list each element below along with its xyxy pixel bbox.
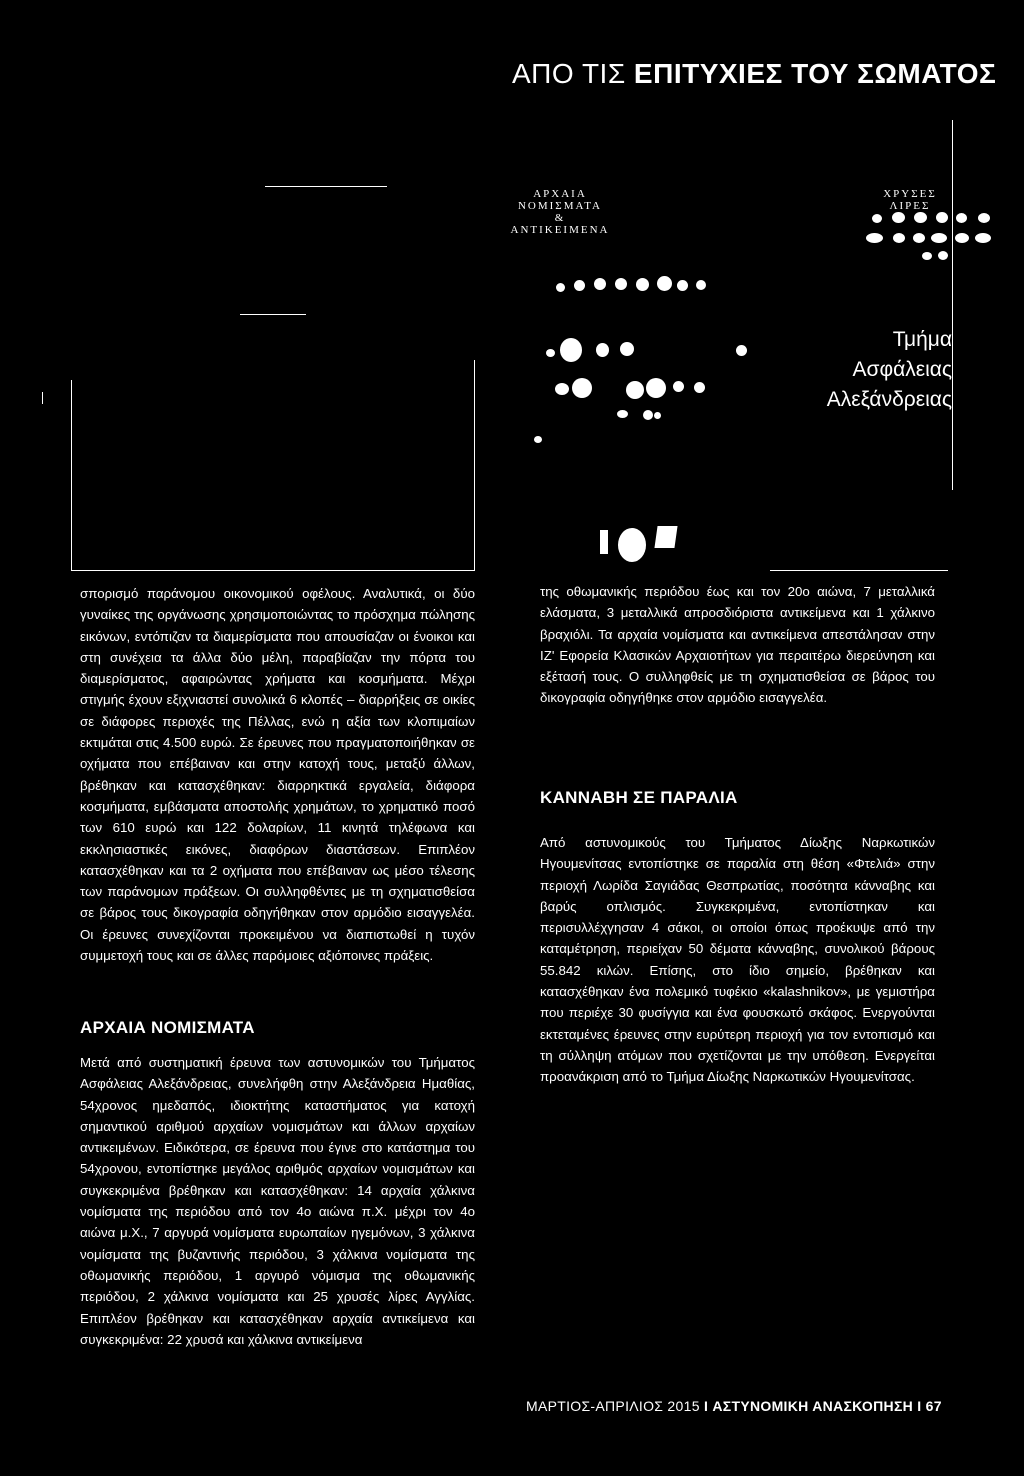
caption-line: Ασφάλειας xyxy=(852,358,952,381)
gold-coin xyxy=(922,252,932,260)
gold-label-line: ΧΡΥΣΕΣ xyxy=(883,188,937,200)
coins-label-line: ΝΟΜΙΣΜΑΤΑ xyxy=(517,200,603,212)
coins-label xyxy=(490,188,630,236)
coins-label-line: ΑΝΤΙΚΕΙΜΕΝΑ xyxy=(510,224,610,236)
article-paragraph: σπορισμό παράνομου οικονομικού οφέλους. Αναλυτικά, οι δύο γυναίκες της οργάνωσης χρησιμοποιώντας το πρόσχημα πώλησης εικόνων, εντόπιζαν τα διαμερίσματα που απουσίαζαν οι ένοικοι και στη συνέχεια τα άλλα δύο μέλη, παραβίαζαν την πόρτα του διαμερίσματος, αφαιρώντας χρήματα και κοσμήματα. Μέχρι στιγμής έχουν εξιχνιαστεί συνολικά 6 κλοπές – διαρρήξεις σε οικίες σε διάφορες περιοχές της Πέλλας, ενώ η αξία των κλοπιμαίων εκτιμάται στις 4.500 ευρώ. Σε έρευνες που πραγματοποιήθηκαν σε οχήματα που επέβαιναν και στην κατοχή τους, μεταξύ άλλων, βρέθηκαν και κατασχέθηκαν: διαρρηκτικά εργαλεία, διάφορα κοσμήματα, εμβάσματα αποστολής χρημάτων, το χρηματικό ποσό των 610 ευρώ και 122 δολαρίων, 11 κινητά τηλέφωνα και εκκλησιαστικές εικόνες, διαφόρων διαστάσεων. Επιπλέον κατασχέθηκαν και τα 2 οχήματα που επέβαιναν ως μέσο τέλεσης των παράνομων πράξεων. Οι συλληφθέντες με τη σχηματισθείσα σε βάρος τους δικογραφία οδηγήθηκαν στον αρμόδιο εισαγγελέα. Οι έρευνες συνεχίζονται προκειμένου να διαπιστωθεί η τυχόν συμμετοχή τους και σε άλλες παρόμοιες αξιόποινες πράξεις. xyxy=(80,586,475,964)
photo-caption xyxy=(782,325,952,415)
photo-frame-right xyxy=(474,360,475,570)
footer-issue: ΜΑΡΤΙΟΣ-ΑΠΡΙΛΙΟΣ 2015 xyxy=(526,1398,700,1414)
section-header xyxy=(512,58,997,90)
gold-coin xyxy=(938,251,948,260)
coins-label-line: ΑΡΧΑΙΑ xyxy=(533,188,587,200)
article-right-top xyxy=(540,581,935,709)
heading-ancient-coins: ΑΡΧΑΙΑ ΝΟΜΙΣΜΑΤΑ xyxy=(80,1018,255,1037)
article-cannabis xyxy=(540,832,935,1088)
coins-label-line: & xyxy=(554,212,566,224)
section-header-title: ΕΠΙΤΥΧΙΕΣ ΤΟΥ ΣΩΜΑΤΟΣ xyxy=(633,58,997,89)
footer-magazine: ΑΣΤΥΝΟΜΙΚΗ ΑΝΑΣΚΟΠΗΣΗ xyxy=(712,1398,914,1414)
photo-mark xyxy=(42,392,43,404)
page-footer xyxy=(526,1398,956,1414)
article-paragraph: Από αστυνομικούς του Τμήματος Δίωξης Ναρκωτικών Ηγουμενίτσας εντοπίστηκε σε παραλία στη θέση «Φτελιά» στην περιοχή Λωρίδα Σαγιάδας Θεσπρωτίας, ποσότητα κάνναβης και βαρύς οπλισμός. Συγκεκριμένα, εντοπίστηκαν και περισυλλέχγησαν 4 σάκοι, οι οποίοι όπως προέκυψε από την καταμέτρηση, περιείχαν 50 δέματα κάνναβης, συνολικού βάρους 55.842 κιλών. Επίσης, στο ίδιο σημείο, βρέθηκαν και κατασχέθηκαν ένα πολεμικό τυφέκιο «kalashnikov», με γεμιστήρα που περιέχε 30 φυσίγγια και ένα φουσκωτό σκάφος. Ενεργούνται εκτεταμένες έρευνες στην ευρύτερη περιοχή για τον εντοπισμό και τη σύλληψη ατόμων που σχετίζονται με την υπόθεση. Ενεργείται προανάκριση από το Τμήμα Δίωξης Ναρκωτικών Ηγουμενίτσας. xyxy=(540,835,935,1085)
article-coins xyxy=(80,1052,475,1350)
photo-line xyxy=(770,570,948,571)
photo-frame-bottom xyxy=(71,570,475,571)
caption-line: Αλεξάνδρειας xyxy=(826,388,952,411)
caption-line: Τμήμα xyxy=(892,328,952,351)
section-header-prefix: ΑΠΟ ΤΙΣ xyxy=(512,58,626,89)
footer-separator: I xyxy=(917,1398,922,1414)
footer-page-number: 67 xyxy=(925,1398,942,1414)
article-paragraph: της οθωμανικής περιόδου έως και τον 20ο αιώνα, 7 μεταλλικά ελάσματα, 3 μεταλλικά απροσδιόριστα αντικείμενα και 1 χάλκινο βραχιόλι. Τα αρχαία νομίσματα και αντικείμενα απεστάλησαν στην ΙΖ' Εφορεία Κλασικών Αρχαιοτήτων για περαιτέρω διερεύνηση και εξέτασή τους. Ο συλληφθείς με τη σχηματισθείσα σε βάρος του δικογραφία οδηγήθηκε στον αρμόδιο εισαγγελέα. xyxy=(540,584,935,706)
gold-label xyxy=(870,188,950,212)
photo-line xyxy=(265,186,387,187)
photo-frame-right-edge xyxy=(952,120,953,490)
photo-frame-left xyxy=(71,380,72,570)
footer-separator: I xyxy=(703,1398,709,1414)
article-left-top xyxy=(80,583,475,966)
article-paragraph: Μετά από συστηματική έρευνα των αστυνομικών του Τμήματος Ασφάλειας Αλεξάνδρειας, συνελήφθη στην Αλεξάνδρεια Ημαθίας, 54χρονος ημεδαπός, ιδιοκτήτης καταστήματος για κατοχή σημαντικού αριθμού αρχαίων νομισμάτων και άλλων αρχαίων αντικειμένων. Ειδικότερα, σε έρευνα που έγινε στο κατάστημα του 54χρονου, εντοπίστηκε μεγάλος αριθμός αρχαίων νομισμάτων και συγκεκριμένα βρέθηκαν και κατασχέθηκαν: 14 αρχαία χάλκινα νομίσματα της περιόδου από τον 4ο αιώνα π.Χ. μέχρι τον 4ο αιώνα μ.Χ., 7 αργυρά νομίσματα ευρωπαίων ηγεμόνων, 3 χάλκινα νομίσματα της βυζαντινής περιόδου, 3 χάλκινα νομίσματα της οθωμανικής περιόδου, 1 αργυρό νόμισμα της οθωμανικής περιόδου, 2 χάλκινα νομίσματα και 25 χρυσές λίρες Αγγλίας. Επιπλέον βρέθηκαν και κατασχέθηκαν αρχαία αντικείμενα και συγκεκριμένα: 22 χρυσά και χάλκινα αντικείμενα xyxy=(80,1055,475,1347)
photo-line xyxy=(240,314,306,315)
gold-label-line: ΛΙΡΕΣ xyxy=(889,200,931,212)
heading-cannabis: ΚΑΝΝΑΒΗ ΣΕ ΠΑΡΑΛΙΑ xyxy=(540,788,738,807)
